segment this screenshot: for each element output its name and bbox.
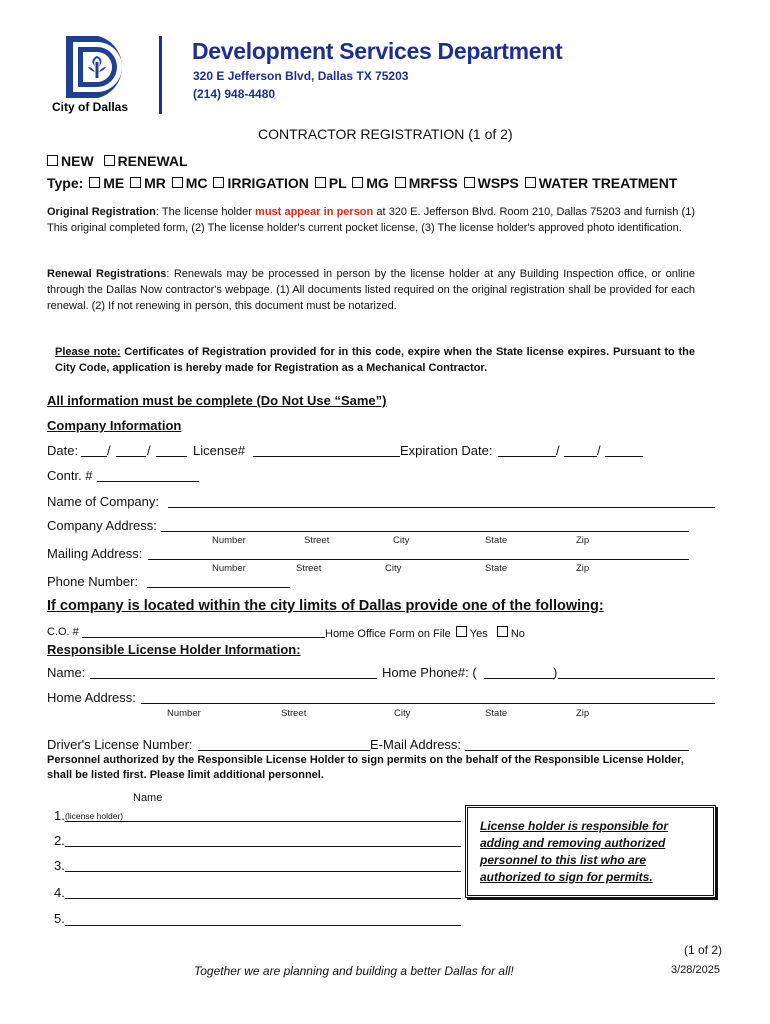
home-phone-area-code-field[interactable] [484,678,554,679]
home-office-no-label: No [510,628,525,640]
drivers-license-label: Driver's License Number: [47,737,193,752]
mailing-address-label: Mailing Address: [47,546,143,561]
in-person-emphasis: must appear in person [255,206,374,218]
notice-text-3: adding and removing authorized personnel to this list who are authorized to sign for permits. [480,836,666,884]
original-heading: Original Registration [47,206,156,218]
home-office-row [325,626,525,640]
date-separator: / [147,443,151,458]
home-address-field[interactable] [141,703,715,704]
home-office-yes-label: Yes [469,628,488,640]
address-part-state: State [485,563,508,574]
expiration-month-field[interactable] [498,456,556,457]
please-note-text: Certificates of Registration provided for in this code, expire when the State license expires. Pursuant to the City Code, application is hereby made for Registration as a Mechanical Contractor. [55,346,695,374]
home-address-label: Home Address: [47,690,136,705]
type-option: ME [103,175,125,191]
please-note-paragraph [55,344,695,376]
department-address: 320 E Jefferson Blvd, Dallas TX 75203 [193,69,409,83]
home-phone-number-field[interactable] [558,678,715,679]
page-indicator: (1 of 2) [684,943,723,957]
date-separator: / [556,443,560,458]
type-checkbox-mg[interactable] [352,177,363,188]
contractor-number-label: Contr. # [47,468,93,483]
address-part-street: Street [281,708,307,719]
department-phone: (214) 948-4480 [193,87,276,101]
license-label: License# [193,443,246,458]
renewal-registration-paragraph [47,266,695,314]
please-note-label: Please note: [55,346,121,358]
holder-name-label: Name: [47,665,86,680]
department-name: Development Services Department [192,38,563,64]
expiration-label: Expiration Date: [400,443,493,458]
address-part-city: City [393,535,410,546]
type-checkbox-me[interactable] [89,177,100,188]
date-label: Date: [47,443,79,458]
date-day-field[interactable] [116,456,146,457]
address-part-number: Number [212,535,246,546]
mailing-address-field[interactable] [148,559,689,560]
address-part-street: Street [304,535,330,546]
type-option: WSPS [477,175,519,191]
address-part-state: State [485,535,508,546]
type-checkbox-water-treatment[interactable] [525,177,536,188]
footer-slogan: Together we are planning and building a better Dallas for all! [194,964,514,978]
address-part-city: City [385,563,402,574]
personnel-name-field-1[interactable] [65,821,461,822]
notice-text-1: License holder is [480,819,582,833]
personnel-name-field-3[interactable] [65,871,461,872]
company-name-label: Name of Company: [47,494,159,509]
personnel-row-number: 5. [54,911,65,926]
date-year-field[interactable] [156,456,187,457]
date-separator: / [107,443,111,458]
home-office-no-checkbox[interactable] [497,626,508,637]
date-month-field[interactable] [81,456,107,457]
address-part-number: Number [167,708,201,719]
renewal-checkbox[interactable] [104,155,115,166]
holder-name-field[interactable] [90,678,377,679]
type-checkbox-mr[interactable] [130,177,141,188]
address-part-state: State [485,708,508,719]
type-checkbox-mrfss[interactable] [395,177,406,188]
renewal-label: RENEWAL [117,153,188,169]
city-logo [52,30,142,118]
logo-caption: City of Dallas [52,100,129,114]
renewal-text: : Renewals may be processed in person by the license holder at any Building Inspection office, or online through the Dallas Now contractor's webpage. (1) All documents listed required on the original registration shall be provided for each renewal. (2) If not renewing in person, this document must be notarized. [47,268,695,312]
address-part-zip: Zip [576,708,590,719]
type-checkbox-irrigation[interactable] [213,177,224,188]
drivers-license-field[interactable] [198,750,370,751]
form-title: CONTRACTOR REGISTRATION (1 of 2) [258,126,513,142]
footer-date: 3/28/2025 [671,964,720,976]
type-label: Type: [47,175,84,191]
license-number-field[interactable] [253,456,400,457]
new-checkbox[interactable] [47,155,58,166]
header-divider [159,36,162,114]
new-label: NEW [61,153,94,169]
address-part-street: Street [296,563,322,574]
type-option: MG [366,175,389,191]
company-info-heading: Company Information [47,418,182,433]
personnel-name-field-2[interactable] [65,846,461,847]
original-registration-paragraph [47,204,695,236]
address-part-zip: Zip [576,535,590,546]
registration-kind-row [47,153,188,169]
responsibility-notice-text [480,818,680,886]
home-phone-label: Home Phone#: ( [382,665,477,680]
email-label: E-Mail Address: [370,737,462,752]
expiration-year-field[interactable] [605,456,643,457]
phone-number-label: Phone Number: [47,574,139,589]
city-of-dallas-logo-icon [64,34,134,100]
type-checkbox-pl[interactable] [315,177,326,188]
expiration-day-field[interactable] [564,456,597,457]
personnel-name-field-4[interactable] [65,898,461,899]
email-field[interactable] [465,750,689,751]
city-limits-heading: If company is located within the city limits of Dallas provide one of the following: [47,598,604,614]
type-option: IRRIGATION [227,175,309,191]
responsibility-notice-box [465,805,716,898]
responsible-holder-heading: Responsible License Holder Information: [47,642,301,657]
type-checkbox-wsps[interactable] [464,177,475,188]
co-number-label: C.O. # [47,626,79,638]
all-info-required: All information must be complete (Do Not Use “Same”) [47,393,387,408]
date-separator: / [597,443,601,458]
company-address-field[interactable] [161,531,689,532]
personnel-name-field-5[interactable] [65,925,461,926]
contractor-number-field[interactable] [97,481,199,482]
original-text-b: at 320 E. Jefferson Blvd. Room 210, Dallas 75203 and furnish (1) This original completed form, (2) The license holder's current pocket license, (3) The license holder's approved photo identification. [47,206,695,234]
type-option: WATER TREATMENT [538,175,678,191]
company-address-label: Company Address: [47,518,157,533]
type-option: MR [144,175,166,191]
type-option: MC [185,175,208,191]
address-part-city: City [394,708,411,719]
personnel-instructions: Personnel authorized by the Responsible License Holder to sign permits on the behalf of the Responsible License Holder, shall be listed first. Please limit additional personnel. [47,754,684,781]
license-type-row [47,175,677,191]
license-holder-hint: (license holder) [65,811,124,821]
co-number-field[interactable] [82,637,325,638]
phone-number-field[interactable] [147,587,290,588]
home-phone-close-paren: ) [553,665,558,680]
notice-text-2: responsible for [581,819,669,833]
renewal-heading: Renewal Registrations [47,268,167,280]
home-office-yes-checkbox[interactable] [456,626,467,637]
personnel-row-number: 4. [54,885,65,900]
home-office-label: Home Office Form on File [325,628,451,640]
personnel-name-header: Name [133,792,163,804]
personnel-row-number: 1. [54,808,65,823]
original-text-a: : The license holder [155,206,256,218]
type-option: MRFSS [408,175,458,191]
personnel-row-number: 3. [54,858,65,873]
address-part-zip: Zip [576,563,590,574]
type-checkbox-mc[interactable] [172,177,183,188]
type-option: PL [328,175,347,191]
company-name-field[interactable] [168,507,715,508]
personnel-row-number: 2. [54,833,65,848]
address-part-number: Number [212,563,246,574]
